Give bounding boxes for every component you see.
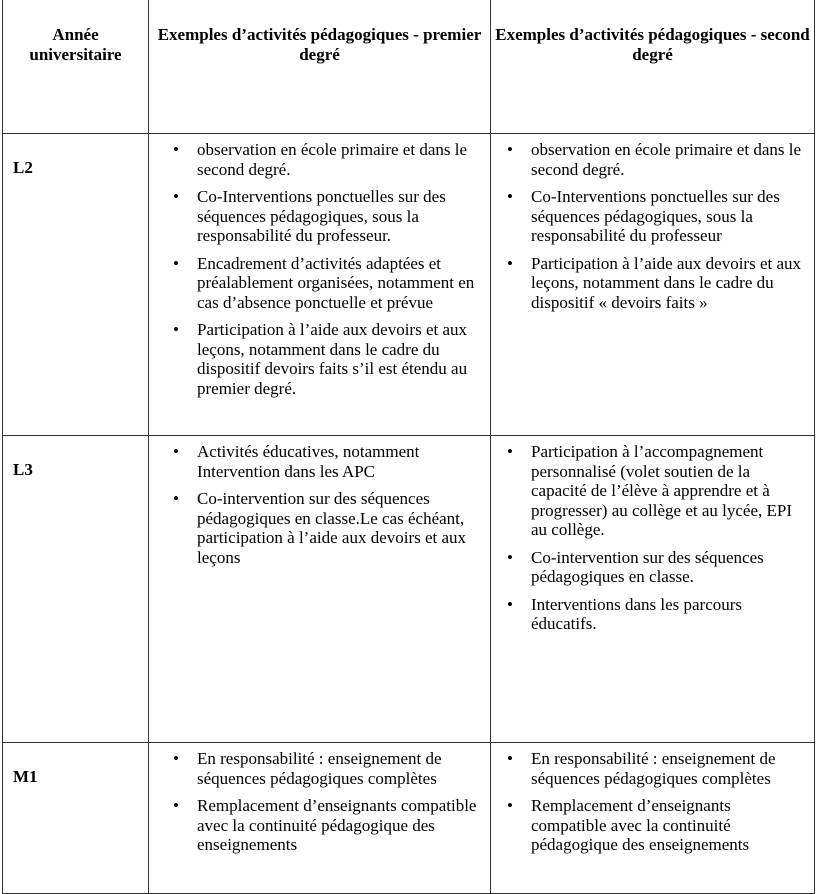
list-item: • Remplacement d’enseignants compatible avec la continuité pédagogique des enseignements <box>531 796 806 855</box>
list-item: • Co-intervention sur des séquences pédagogiques en classe.Le cas échéant, participation à l’aide aux devoirs et aux leçons <box>197 489 482 567</box>
list-item: • Encadrement d’activités adaptées et préalablement organisées, notamment en cas d’absence ponctuelle et prévue <box>197 254 482 313</box>
list-item: • Co-Interventions ponctuelles sur des séquences pédagogiques, sous la responsabilité du professeur <box>531 187 806 246</box>
list-item: • observation en école primaire et dans le second degré. <box>531 140 806 179</box>
second-cell <box>491 134 815 436</box>
list-item: • Remplacement d’enseignants compatible avec la continuité pédagogique des enseignements <box>197 796 482 855</box>
header-premier-degre: Exemples d’activités pédagogiques - premier degré <box>149 0 491 134</box>
list-item: • observation en école primaire et dans le second degré. <box>197 140 482 179</box>
list-item: • En responsabilité : enseignement de séquences pédagogiques complètes <box>531 749 806 788</box>
activity-list <box>491 743 814 855</box>
year-cell: M1 <box>3 743 149 894</box>
table-row <box>3 436 815 743</box>
year-cell: L2 <box>3 134 149 436</box>
list-item: • Participation à l’aide aux devoirs et aux leçons, notamment dans le cadre du dispositif devoirs faits s’il est étendu au premier degré. <box>197 320 482 398</box>
second-cell <box>491 436 815 743</box>
premier-cell <box>149 134 491 436</box>
list-item: • Participation à l’aide aux devoirs et aux leçons, notamment dans le cadre du dispositif « devoirs faits » <box>531 254 806 313</box>
list-item: • En responsabilité : enseignement de séquences pédagogiques complètes <box>197 749 482 788</box>
table-row <box>3 743 815 894</box>
header-second-degre: Exemples d’activités pédagogiques - second degré <box>491 0 815 134</box>
list-item: • Interventions dans les parcours éducatifs. <box>531 595 806 634</box>
year-cell: L3 <box>3 436 149 743</box>
activities-table <box>2 0 815 894</box>
second-cell <box>491 743 815 894</box>
header-year: Année universitaire <box>3 0 149 134</box>
list-item: • Co-Interventions ponctuelles sur des séquences pédagogiques, sous la responsabilité du professeur. <box>197 187 482 246</box>
premier-cell <box>149 743 491 894</box>
premier-cell <box>149 436 491 743</box>
activity-list <box>491 436 814 634</box>
activity-list <box>491 134 814 312</box>
activity-list <box>149 743 490 855</box>
list-item: • Co-intervention sur des séquences pédagogiques en classe. <box>531 548 806 587</box>
list-item: • Participation à l’accompagnement personnalisé (volet soutien de la capacité de l’élève à apprendre et à progresser) au collège et au lycée, EPI au collège. <box>531 442 806 540</box>
activity-list <box>149 134 490 398</box>
table-row <box>3 134 815 436</box>
activity-list <box>149 436 490 567</box>
header-row <box>3 0 815 134</box>
list-item: • Activités éducatives, notamment Intervention dans les APC <box>197 442 482 481</box>
